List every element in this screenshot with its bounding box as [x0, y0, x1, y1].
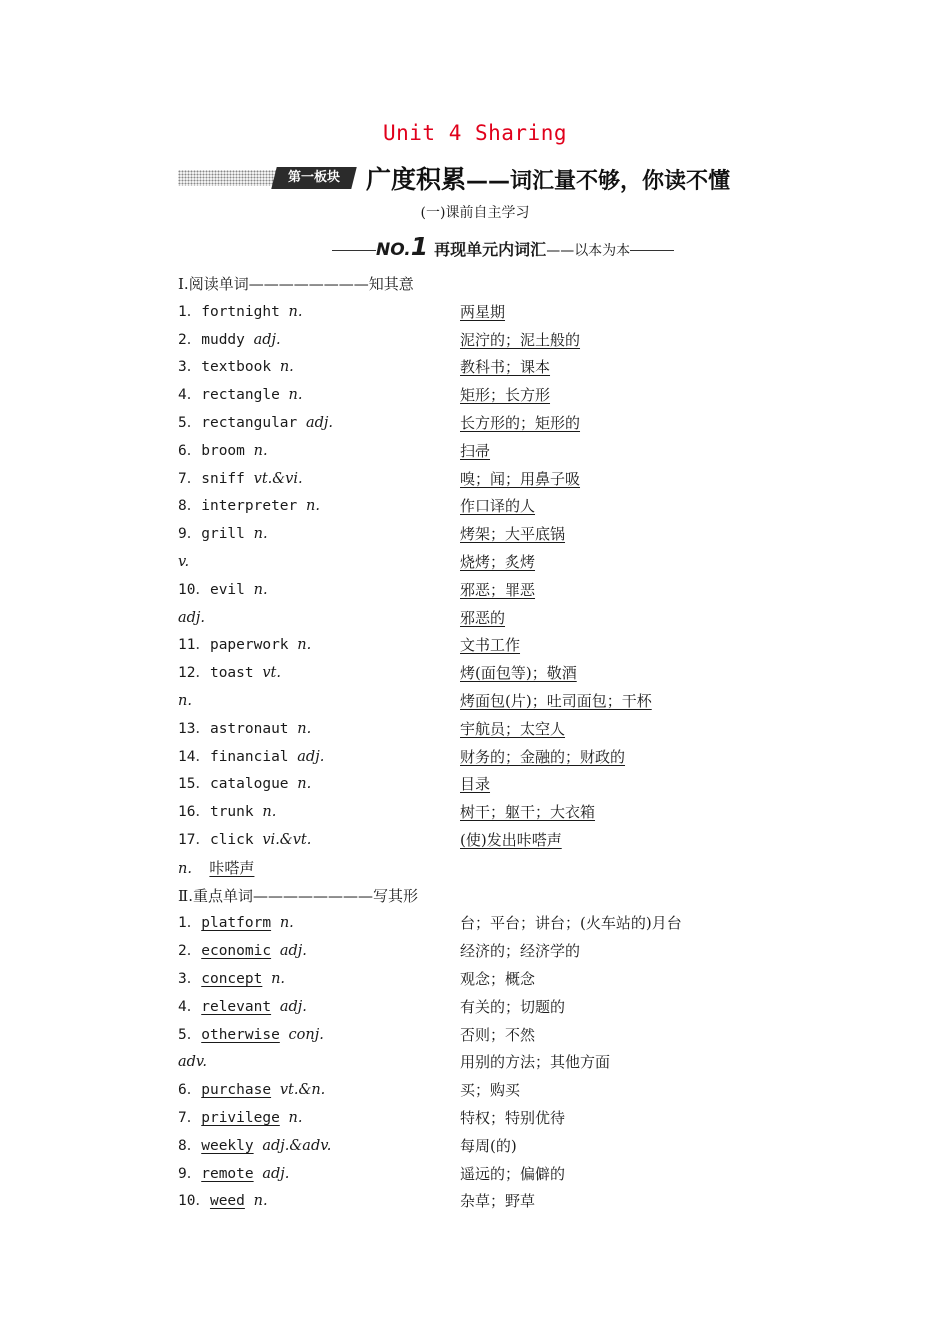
part-of-speech: adj. — [279, 998, 307, 1015]
item-number: 4． — [178, 387, 202, 404]
vocab-word — [178, 855, 254, 882]
vocab-row — [178, 410, 778, 436]
subtitle: (一)课前自主学习 — [420, 205, 530, 221]
section1-title: Ⅰ.阅读单词————————知其意 — [178, 275, 414, 293]
item-number: 4． — [178, 998, 202, 1015]
part-of-speech: vi.&vt. — [262, 832, 312, 848]
vocab-row — [178, 1049, 778, 1075]
item-number: 8． — [178, 498, 202, 515]
word-text: privilege — [201, 1110, 280, 1126]
item-number: 16． — [178, 804, 210, 821]
word-meaning: 宇航员；太空人 — [460, 719, 566, 738]
word-meaning: 树干；躯干；大衣箱 — [460, 803, 596, 822]
vocab-row — [178, 1188, 778, 1214]
word-meaning: 烤架；大平底锅 — [460, 525, 566, 544]
vocab-word — [178, 1188, 268, 1214]
word-meaning: 遥远的；偏僻的 — [460, 1164, 566, 1183]
item-number: 1． — [178, 303, 202, 320]
vocab-row — [178, 771, 778, 797]
item-number: 9． — [178, 526, 202, 543]
vocab-row — [178, 660, 778, 686]
vocab-row — [178, 799, 778, 825]
word-meaning: 用别的方法；其他方面 — [460, 1053, 611, 1072]
part-of-speech: adj. — [178, 609, 206, 626]
part-of-speech: n. — [253, 1193, 268, 1210]
vocab-row — [178, 855, 778, 881]
word-text: evil — [209, 581, 245, 598]
part-of-speech: n. — [178, 860, 192, 877]
part-of-speech: n. — [253, 442, 268, 459]
word-meaning: 两星期 — [460, 302, 506, 321]
part-of-speech: v. — [178, 554, 190, 570]
item-number: 10． — [178, 581, 210, 598]
item-number: 7． — [178, 470, 202, 487]
item-number: 1． — [178, 915, 202, 932]
word-meaning: 矩形；长方形 — [460, 386, 551, 405]
word-text: trunk — [209, 804, 254, 821]
vocab-row — [178, 827, 778, 853]
vocab-row — [178, 910, 778, 936]
word-text: relevant — [201, 998, 272, 1015]
word-meaning: 长方形的；矩形的 — [460, 414, 581, 432]
word-text: click — [209, 832, 254, 848]
vocab-row — [178, 299, 778, 325]
part-of-speech: n. — [279, 359, 294, 376]
word-text: textbook — [201, 359, 272, 376]
vocab-row — [178, 938, 778, 964]
vocab-word — [178, 438, 268, 464]
vocab-row — [178, 549, 778, 575]
vocab-word — [178, 771, 311, 797]
vocab-word — [178, 1133, 331, 1159]
part-of-speech: adv. — [178, 1054, 208, 1071]
word-meaning: 特权；特别优待 — [460, 1109, 566, 1127]
word-text: weekly — [201, 1137, 254, 1154]
vocab-word — [178, 1022, 324, 1048]
vocab-row — [178, 382, 778, 408]
banner-heading: 广度积累——词汇量不够，你读不懂 — [366, 165, 731, 194]
word-text: otherwise — [201, 1026, 280, 1043]
section-title — [178, 883, 778, 909]
word-text: concept — [201, 971, 263, 987]
word-text: fortnight — [201, 303, 280, 320]
word-meaning: 烤面包(片)；吐司面包；干杯 — [460, 692, 652, 710]
word-meaning: 杂草；野草 — [460, 1192, 536, 1211]
item-number: 7． — [178, 1110, 202, 1126]
word-meaning: 作口译的人 — [460, 497, 536, 516]
word-text: interpreter — [201, 498, 298, 515]
vocab-word — [178, 493, 320, 519]
item-number: 14． — [178, 748, 210, 765]
vocab-row — [178, 1133, 778, 1159]
vocab-word — [178, 577, 268, 603]
vocab-row — [178, 577, 778, 603]
vocab-row — [178, 466, 778, 492]
word-text: rectangular — [201, 415, 298, 431]
part-of-speech: conj. — [288, 1026, 324, 1043]
word-meaning: 邪恶的 — [460, 608, 506, 627]
vocab-word — [178, 1049, 207, 1075]
item-number: 8． — [178, 1137, 202, 1154]
word-meaning: 经济的；经济学的 — [460, 942, 581, 961]
section-title — [178, 271, 778, 297]
word-meaning: 扫帚 — [460, 441, 491, 460]
part-of-speech: adj.&adv. — [262, 1137, 332, 1154]
item-number: 2． — [178, 331, 202, 348]
vocab-word — [178, 910, 294, 936]
vocab-word — [178, 938, 307, 964]
item-number: 6． — [178, 1082, 202, 1099]
part-of-speech: n. — [297, 720, 312, 737]
vocab-word — [178, 327, 281, 353]
word-meaning: (使)发出咔嗒声 — [460, 831, 562, 849]
word-text: weed — [209, 1193, 245, 1210]
vocab-word — [178, 1161, 289, 1187]
word-text: toast — [209, 665, 254, 682]
vocab-word — [178, 1105, 303, 1131]
word-meaning: 目录 — [460, 775, 491, 794]
item-number: 3． — [178, 971, 202, 987]
section-banner — [178, 160, 748, 194]
part-of-speech: adj. — [279, 943, 307, 960]
item-number: 3． — [178, 359, 202, 376]
part-of-speech: vt.&vi. — [253, 470, 303, 487]
vocab-row — [178, 354, 778, 380]
word-meaning: 台；平台；讲台；(火车站的)月台 — [460, 914, 682, 933]
part-of-speech: n. — [279, 915, 294, 932]
item-number: 15． — [178, 776, 210, 793]
vocab-word — [178, 716, 311, 742]
part-of-speech: n. — [288, 1110, 303, 1126]
vocab-row — [178, 327, 778, 353]
vocab-word — [178, 744, 324, 770]
word-meaning: 文书工作 — [460, 636, 521, 655]
part-of-speech: adj. — [297, 748, 325, 765]
word-meaning: 每周(的) — [460, 1136, 517, 1155]
word-meaning: 否则；不然 — [460, 1025, 536, 1044]
item-number: 5． — [178, 1026, 202, 1043]
word-meaning: 烧烤；炙烤 — [460, 553, 536, 571]
word-text: remote — [201, 1165, 254, 1182]
vocab-word — [178, 994, 307, 1020]
word-text: purchase — [201, 1082, 272, 1099]
word-meaning: 烤(面包等)；敬酒 — [460, 664, 577, 683]
item-number: 17． — [178, 832, 210, 848]
word-text: financial — [209, 748, 289, 765]
part-of-speech: n. — [288, 387, 303, 404]
vocab-word — [178, 660, 281, 686]
vocab-word — [178, 605, 205, 631]
word-text: paperwork — [209, 637, 289, 654]
word-text: rectangle — [201, 387, 280, 404]
word-meaning: 教科书；课本 — [460, 358, 551, 377]
vocab-row — [178, 521, 778, 547]
vocab-word — [178, 466, 303, 492]
no1-heading: NO.1 再现单元内词汇——以本为本 — [332, 232, 674, 262]
vocab-row — [178, 716, 778, 742]
word-meaning: 嗅；闻；用鼻子吸 — [460, 469, 581, 488]
word-text: catalogue — [209, 776, 289, 793]
rule-left — [332, 250, 376, 251]
part-of-speech: n. — [262, 804, 277, 821]
section2-title: Ⅱ.重点单词————————写其形 — [178, 886, 418, 905]
word-meaning: 泥泞的；泥土般的 — [460, 330, 581, 349]
vocab-row — [178, 1077, 778, 1103]
vocab-row — [178, 438, 778, 464]
word-meaning: 有关的；切题的 — [460, 997, 566, 1016]
word-text: astronaut — [209, 720, 289, 737]
vocab-row — [178, 688, 778, 714]
vocab-row — [178, 632, 778, 658]
vocab-row — [178, 493, 778, 519]
rule-right — [630, 250, 674, 251]
item-number: 13． — [178, 720, 210, 737]
part-of-speech: n. — [253, 526, 268, 543]
vocab-row — [178, 966, 778, 992]
item-number: 2． — [178, 943, 202, 960]
vocab-row — [178, 605, 778, 631]
part-of-speech: adj. — [262, 1165, 290, 1182]
vocab-word — [178, 354, 294, 380]
part-of-speech: adj. — [306, 415, 334, 431]
word-meaning: 观念；概念 — [460, 970, 536, 988]
word-meaning: 咔嗒声 — [209, 858, 255, 877]
unit-title: Unit 4 Sharing — [382, 121, 567, 145]
item-number: 6． — [178, 442, 202, 459]
vocab-word — [178, 521, 268, 547]
part-of-speech: n. — [306, 498, 320, 515]
word-meaning: 邪恶；罪恶 — [460, 580, 536, 599]
vocab-word — [178, 799, 276, 825]
word-text: platform — [201, 915, 272, 932]
vocab-word — [178, 632, 311, 658]
part-of-speech: n. — [253, 581, 268, 598]
item-number: 12． — [178, 665, 210, 682]
vocab-row — [178, 1105, 778, 1131]
vocab-word — [178, 688, 192, 714]
word-text: economic — [201, 943, 272, 960]
part-of-speech: n. — [297, 776, 312, 793]
item-number: 11． — [178, 637, 210, 654]
vocab-word — [178, 1077, 325, 1103]
vocab-row — [178, 744, 778, 770]
dotted-decoration — [178, 170, 276, 186]
word-text: broom — [201, 442, 245, 459]
vocab-word — [178, 966, 285, 992]
word-text: grill — [201, 526, 245, 543]
word-meaning: 买；购买 — [460, 1081, 521, 1100]
part-of-speech: n. — [288, 303, 303, 320]
word-meaning: 财务的；金融的；财政的 — [460, 747, 626, 766]
part-of-speech: n. — [297, 637, 312, 654]
vocab-row — [178, 1022, 778, 1048]
vocab-word — [178, 299, 303, 325]
word-text: sniff — [201, 470, 245, 487]
banner-tag: 第一板块 — [271, 167, 356, 189]
vocab-word — [178, 549, 189, 575]
part-of-speech: n. — [271, 971, 286, 987]
part-of-speech: adj. — [253, 331, 281, 348]
item-number: 5． — [178, 415, 202, 431]
vocab-row — [178, 1161, 778, 1187]
part-of-speech: n. — [178, 693, 192, 709]
part-of-speech: vt.&n. — [279, 1082, 326, 1099]
vocab-word — [178, 410, 333, 436]
vocab-row — [178, 994, 778, 1020]
part-of-speech: vt. — [262, 665, 281, 682]
vocab-word — [178, 382, 303, 408]
word-text: muddy — [201, 331, 245, 348]
item-number: 10． — [178, 1193, 210, 1210]
item-number: 9． — [178, 1165, 202, 1182]
vocab-word — [178, 827, 311, 853]
